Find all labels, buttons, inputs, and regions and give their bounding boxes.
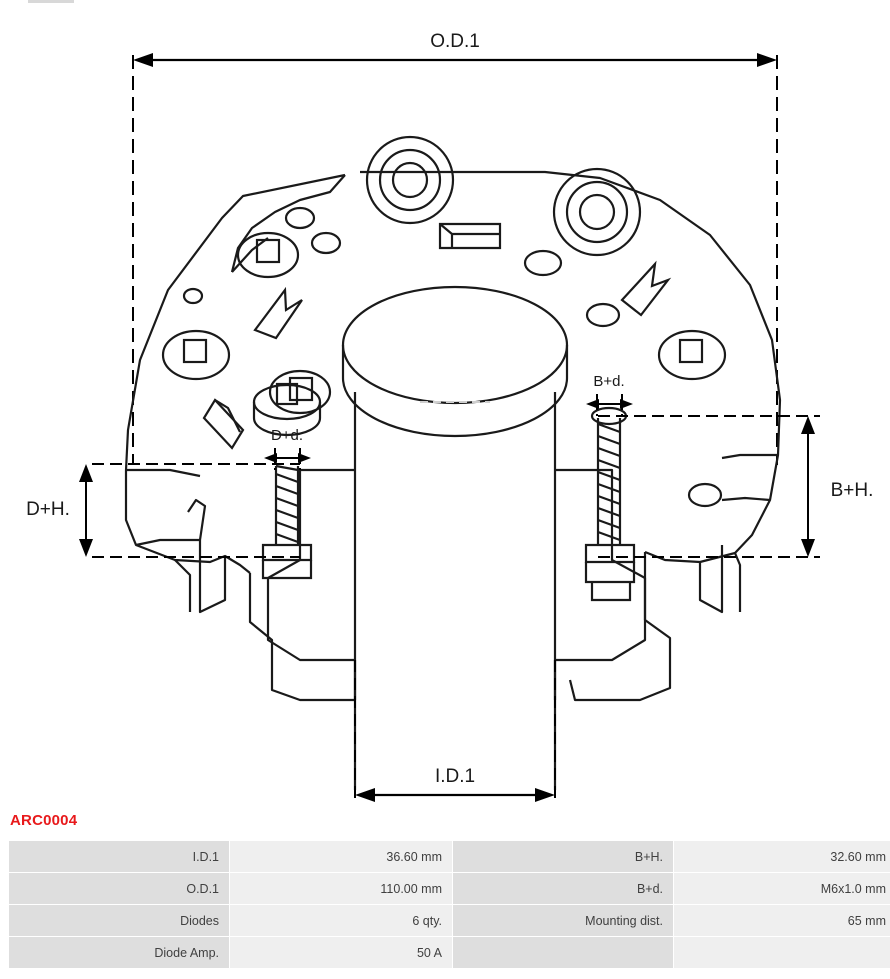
rectifier-body	[126, 172, 780, 790]
label-id1: I.D.1	[434, 766, 476, 787]
spec-value-empty	[674, 937, 890, 969]
stud-b	[586, 408, 634, 600]
dimension-d-plus-h	[26, 464, 300, 557]
spec-value: 50 A	[230, 937, 453, 969]
dimension-b-plus-d	[586, 373, 633, 416]
label-b-plus-h: B+H.	[830, 480, 874, 501]
spec-value: 6 qty.	[230, 905, 453, 937]
table-row	[9, 873, 890, 905]
spec-label: I.D.1	[9, 841, 230, 873]
diode-features	[163, 208, 725, 506]
label-b-plus-d: B+d.	[593, 373, 625, 390]
label-d-plus-h: D+H.	[26, 499, 70, 520]
specifications-table	[8, 840, 890, 969]
dimension-id1	[355, 660, 555, 802]
table-row	[9, 937, 890, 969]
spec-label-empty	[453, 937, 674, 969]
mounting-bosses	[367, 137, 640, 255]
spec-label: Diode Amp.	[9, 937, 230, 969]
spec-value: 36.60 mm	[230, 841, 453, 873]
part-number: ARC0004	[10, 812, 78, 829]
label-od1: O.D.1	[430, 31, 480, 52]
table-row	[9, 905, 890, 937]
spec-label: Diodes	[9, 905, 230, 937]
spec-value: 32.60 mm	[674, 841, 890, 873]
stud-d	[254, 384, 320, 578]
spec-value: M6x1.0 mm	[674, 873, 890, 905]
table-row	[9, 841, 890, 873]
label-d-plus-d: D+d.	[270, 427, 304, 444]
spec-value: 65 mm	[674, 905, 890, 937]
spec-label: B+d.	[453, 873, 674, 905]
spec-label: B+H.	[453, 841, 674, 873]
dimension-b-plus-h	[598, 416, 873, 557]
spec-value: 110.00 mm	[230, 873, 453, 905]
spec-label: O.D.1	[9, 873, 230, 905]
spec-label: Mounting dist.	[453, 905, 674, 937]
